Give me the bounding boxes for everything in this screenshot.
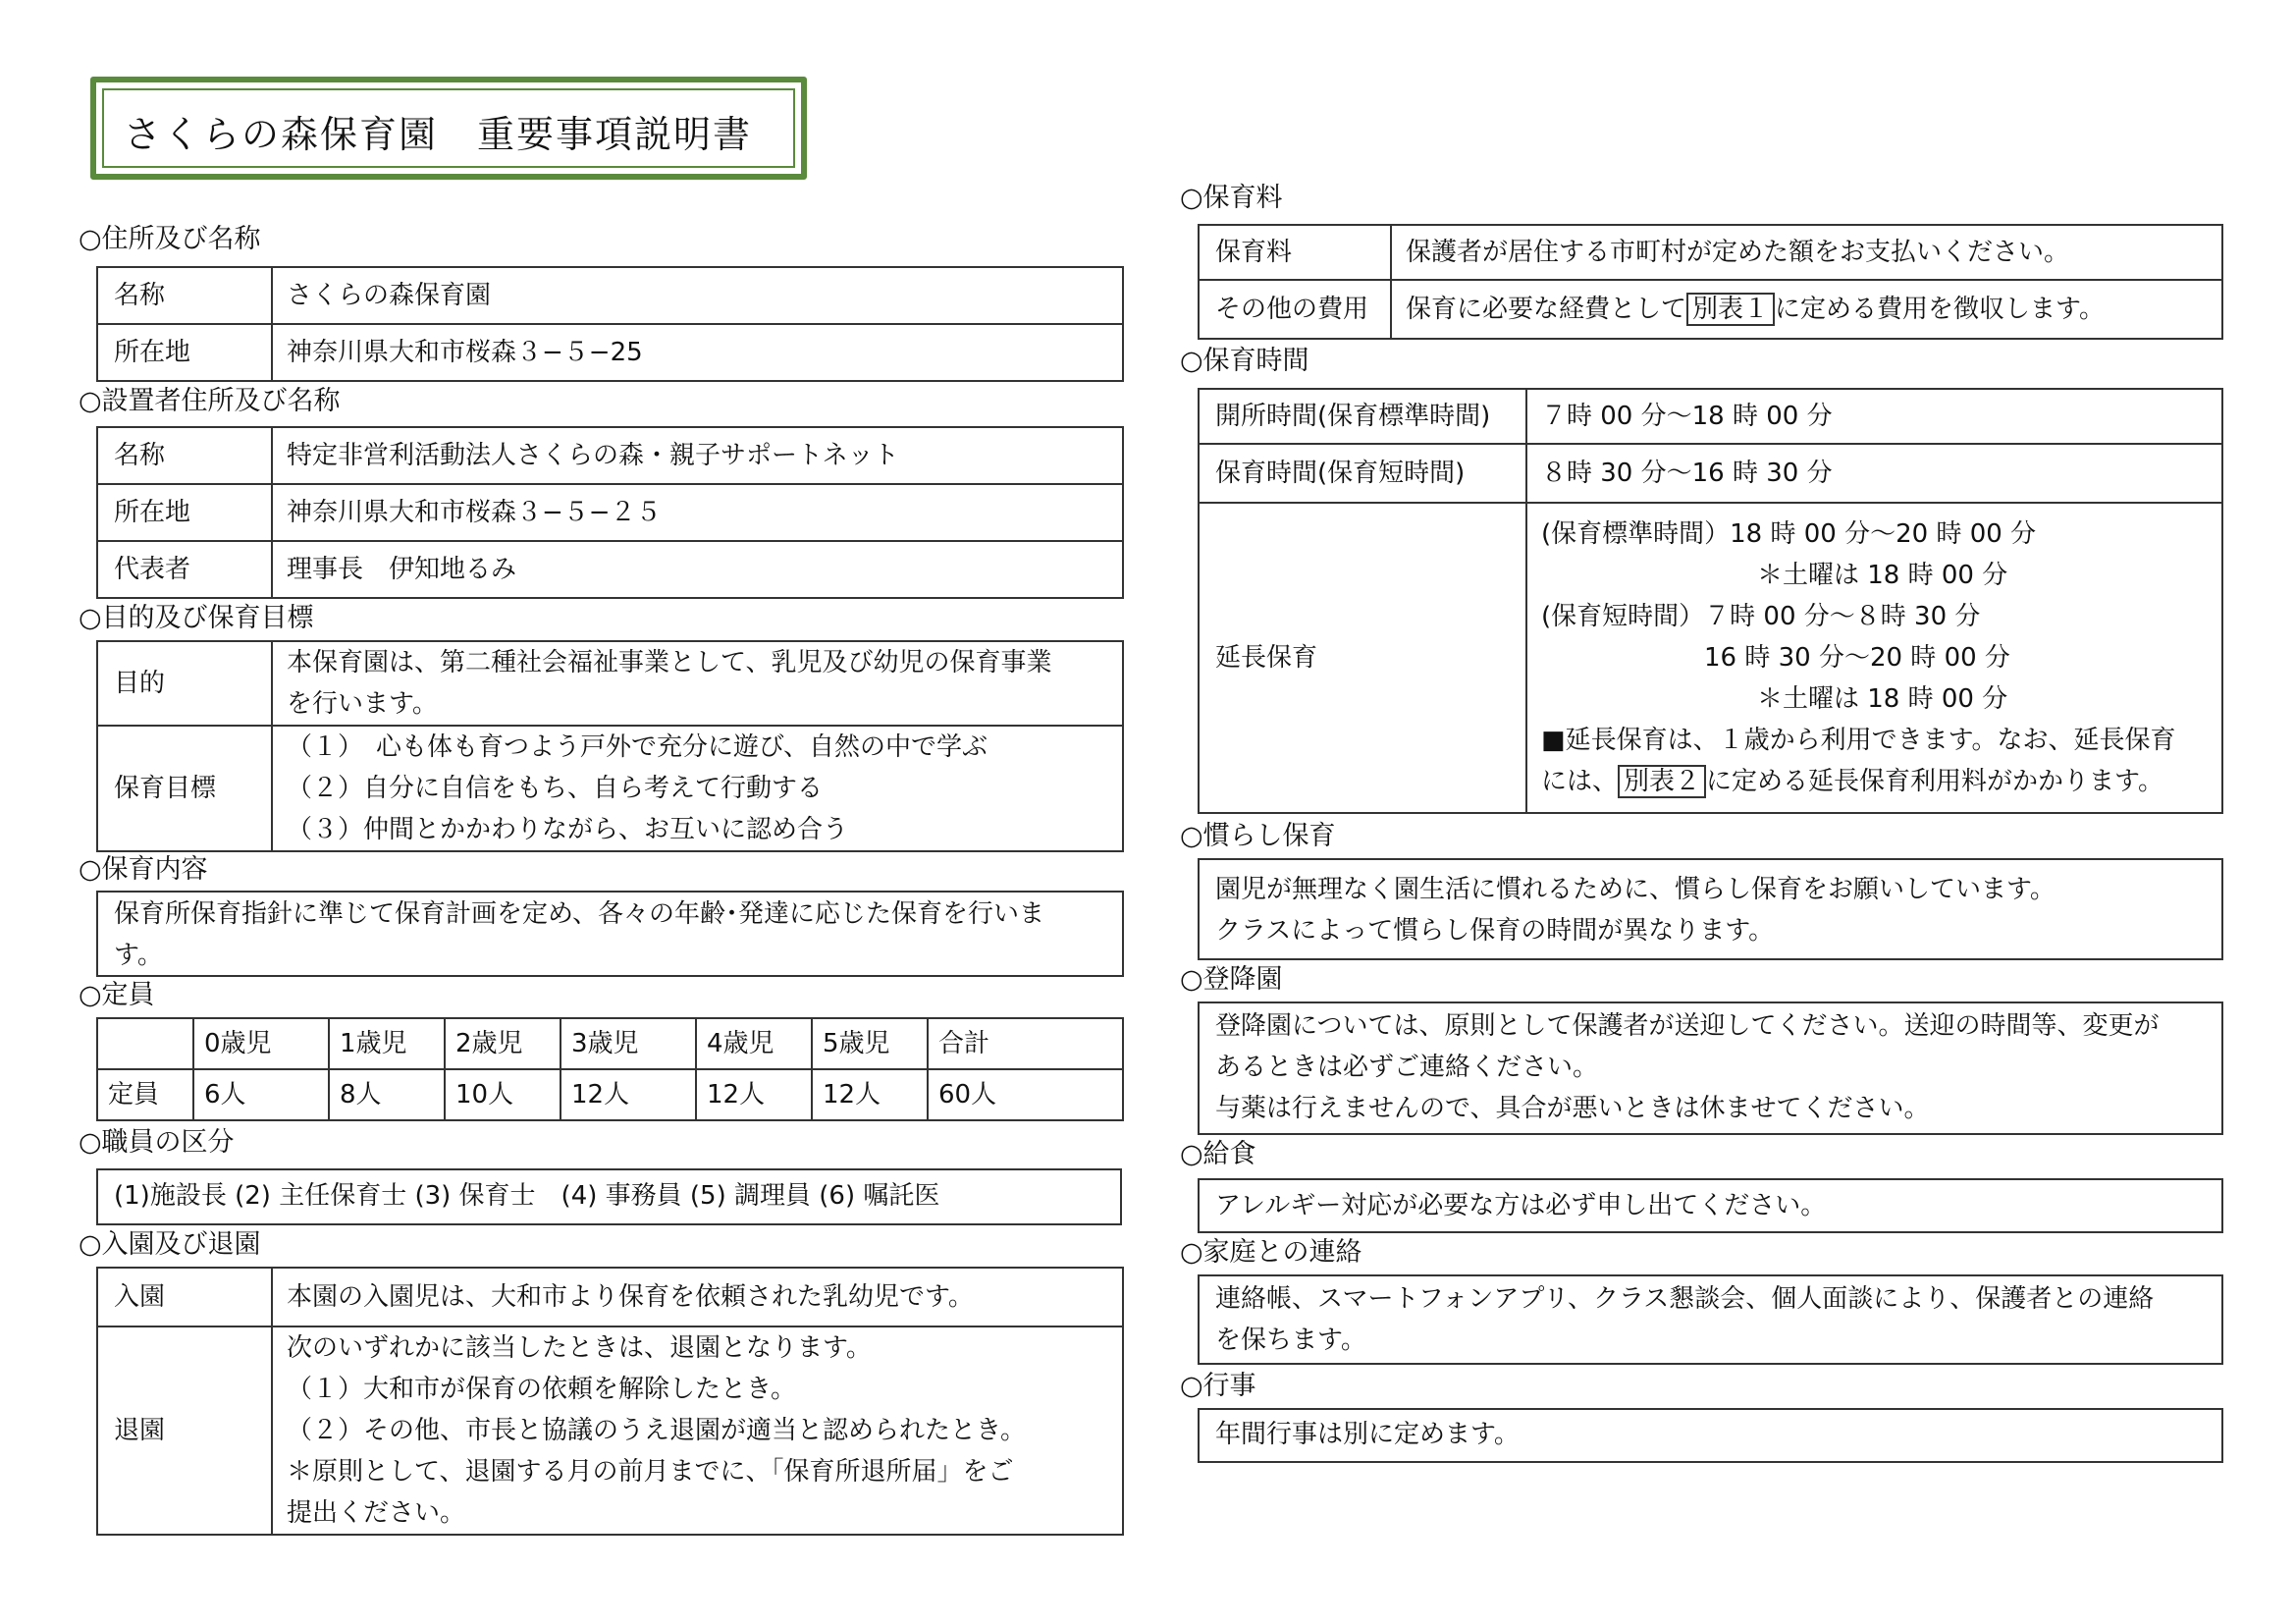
section-heading-content: ○保育内容 bbox=[79, 854, 208, 885]
capacity-header: 3歳児 bbox=[561, 1018, 696, 1069]
address-name-key: 名称 bbox=[97, 267, 272, 324]
admission-enter-key: 入園 bbox=[97, 1268, 272, 1326]
founder-name-key: 名称 bbox=[97, 427, 272, 484]
family-line: を保ちます。 bbox=[1215, 1326, 1366, 1355]
ext-line: 16 時 30 分～20 時 00 分 bbox=[1704, 643, 2010, 673]
table-row bbox=[97, 641, 1123, 726]
events-text: 年間行事は別に定めます。 bbox=[1215, 1420, 1520, 1449]
title-frame bbox=[90, 77, 807, 180]
section-heading-events: ○行事 bbox=[1180, 1371, 1256, 1401]
commute-line: 与薬は行えませんので、具合が悪いときは休ませてください。 bbox=[1215, 1094, 1930, 1123]
content-line: す。 bbox=[114, 941, 163, 970]
commute-box bbox=[1198, 1001, 2223, 1135]
ext-last-post: に定める延長保育利用料がかかります。 bbox=[1706, 767, 2163, 796]
document-title: さくらの森保育園 重要事項説明書 bbox=[124, 113, 753, 156]
ext-line: (保育標準時間）18 時 00 分～20 時 00 分 bbox=[1541, 519, 2037, 549]
other-fee-key: その他の費用 bbox=[1199, 280, 1391, 339]
content-box bbox=[96, 891, 1124, 977]
open-hours-key: 開所時間(保育標準時間) bbox=[1199, 389, 1526, 444]
table-row bbox=[97, 267, 1123, 324]
open-hours-value: ７時 00 分～18 時 00 分 bbox=[1526, 389, 2222, 444]
table-row bbox=[1199, 503, 2222, 813]
section-heading-address: ○住所及び名称 bbox=[79, 224, 261, 254]
founder-rep-key: 代表者 bbox=[97, 541, 272, 598]
capacity-value: 10人 bbox=[445, 1069, 561, 1120]
admission-enter-value: 本園の入園児は、大和市より保育を依頼された乳幼児です。 bbox=[272, 1268, 1123, 1326]
capacity-value: 60人 bbox=[928, 1069, 1123, 1120]
ext-last-pre: には、 bbox=[1541, 767, 1619, 796]
table-row bbox=[1199, 225, 2222, 280]
address-location-value: 神奈川県大和市桜森３−５−25 bbox=[272, 324, 1123, 381]
family-line: 連絡帳、スマートフォンアプリ、クラス懇談会、個人面談により、保護者との連絡 bbox=[1215, 1284, 2155, 1314]
short-hours-key: 保育時間(保育短時間) bbox=[1199, 444, 1526, 503]
fee-value: 保護者が居住する市町村が定めた額をお支払いください。 bbox=[1391, 225, 2222, 280]
leave-line: 次のいずれかに該当したときは、退園となります。 bbox=[287, 1333, 872, 1363]
address-name-value: さくらの森保育園 bbox=[272, 267, 1123, 324]
leave-line: （１）大和市が保育の依頼を解除したとき。 bbox=[287, 1375, 796, 1404]
section-heading-founder: ○設置者住所及び名称 bbox=[79, 386, 341, 416]
capacity-row-label: 定員 bbox=[97, 1069, 193, 1120]
adapt-line: クラスによって慣らし保育の時間が異なります。 bbox=[1215, 916, 1775, 946]
capacity-table bbox=[96, 1017, 1124, 1121]
table-row bbox=[1199, 389, 2222, 444]
address-table bbox=[96, 266, 1124, 382]
address-location-key: 所在地 bbox=[97, 324, 272, 381]
leave-line: （２）その他、市長と協議のうえ退園が適当と認められたとき。 bbox=[287, 1416, 1026, 1445]
fee-table bbox=[1198, 224, 2223, 340]
leave-line: ＊原則として、退園する月の前月までに、「保育所退所届」をご bbox=[287, 1457, 1014, 1487]
purpose-line: を行います。 bbox=[287, 689, 438, 719]
other-fee-post: に定める費用を徴収します。 bbox=[1775, 295, 2105, 324]
capacity-header: 0歳児 bbox=[193, 1018, 329, 1069]
table-row bbox=[1199, 444, 2222, 503]
purpose-table bbox=[96, 640, 1124, 852]
founder-location-key: 所在地 bbox=[97, 484, 272, 541]
section-heading-hours: ○保育時間 bbox=[1180, 346, 1309, 376]
purpose-line: 本保育園は、第二種社会福祉事業として、乳児及び幼児の保育事業 bbox=[287, 648, 1052, 677]
staff-text: (1)施設長 (2) 主任保育士 (3) 保育士 (4) 事務員 (5) 調理員 (6) 嘱託医 bbox=[114, 1181, 940, 1211]
section-heading-fee: ○保育料 bbox=[1180, 183, 1283, 213]
events-box bbox=[1198, 1408, 2223, 1463]
goal-key: 保育目標 bbox=[97, 726, 272, 851]
capacity-header: 合計 bbox=[928, 1018, 1123, 1069]
section-heading-adapt: ○慣らし保育 bbox=[1180, 821, 1336, 851]
table-row bbox=[97, 1018, 1123, 1069]
capacity-value: 8人 bbox=[329, 1069, 445, 1120]
ext-line: ■延長保育は、１歳から利用できます。なお、延長保育 bbox=[1541, 726, 2176, 755]
table-row bbox=[97, 1268, 1123, 1326]
table-row bbox=[97, 726, 1123, 851]
meal-text: アレルギー対応が必要な方は必ず申し出てください。 bbox=[1215, 1191, 1827, 1220]
table-row bbox=[97, 1069, 1123, 1120]
goal-line: （１） 心も体も育つよう戸外で充分に遊び、自然の中で学ぶ bbox=[287, 732, 988, 762]
commute-line: あるときは必ずご連絡ください。 bbox=[1215, 1053, 1599, 1082]
capacity-header: 5歳児 bbox=[812, 1018, 928, 1069]
goal-line: （３）仲間とかかわりながら、お互いに認め合う bbox=[287, 815, 849, 844]
capacity-header: 1歳児 bbox=[329, 1018, 445, 1069]
admission-leave-key: 退園 bbox=[97, 1326, 272, 1535]
adapt-line: 園児が無理なく園生活に慣れるために、慣らし保育をお願いしています。 bbox=[1215, 875, 2056, 904]
section-heading-purpose: ○目的及び保育目標 bbox=[79, 603, 314, 633]
ext-line-last bbox=[1541, 761, 2208, 802]
table-row bbox=[97, 541, 1123, 598]
founder-name-value: 特定非営利活動法人さくらの森・親子サポートネット bbox=[272, 427, 1123, 484]
table-row bbox=[1199, 280, 2222, 339]
section-heading-capacity: ○定員 bbox=[79, 980, 155, 1010]
appendix-1-ref: 別表１ bbox=[1686, 293, 1775, 326]
appendix-2-ref: 別表２ bbox=[1618, 765, 1706, 798]
table-row bbox=[97, 324, 1123, 381]
ext-line: ＊土曜は 18 時 00 分 bbox=[1757, 684, 2008, 714]
meal-box bbox=[1198, 1178, 2223, 1233]
goal-line: （２）自分に自信をもち、自ら考えて行動する bbox=[287, 774, 824, 803]
ext-line: (保育短時間）７時 00 分～８時 30 分 bbox=[1541, 602, 1981, 631]
capacity-value: 12人 bbox=[561, 1069, 696, 1120]
founder-table bbox=[96, 426, 1124, 599]
founder-rep-value: 理事長 伊知地るみ bbox=[272, 541, 1123, 598]
table-row bbox=[97, 484, 1123, 541]
section-heading-family: ○家庭との連絡 bbox=[1180, 1237, 1362, 1268]
staff-box bbox=[96, 1168, 1122, 1225]
admission-table bbox=[96, 1267, 1124, 1536]
other-fee-pre: 保育に必要な経費として bbox=[1406, 295, 1687, 324]
purpose-key: 目的 bbox=[97, 641, 272, 726]
other-fee-value bbox=[1391, 280, 2222, 339]
section-heading-commute: ○登降園 bbox=[1180, 964, 1283, 995]
leave-line: 提出ください。 bbox=[287, 1498, 466, 1528]
capacity-value: 12人 bbox=[812, 1069, 928, 1120]
founder-location-value: 神奈川県大和市桜森３−５−２５ bbox=[272, 484, 1123, 541]
extended-care-key: 延長保育 bbox=[1199, 503, 1526, 813]
table-row bbox=[97, 427, 1123, 484]
commute-line: 登降園については、原則として保護者が送迎してください。送迎の時間等、変更が bbox=[1215, 1011, 2160, 1041]
section-heading-staff: ○職員の区分 bbox=[79, 1127, 235, 1158]
short-hours-value: ８時 30 分～16 時 30 分 bbox=[1526, 444, 2222, 503]
capacity-header: 2歳児 bbox=[445, 1018, 561, 1069]
capacity-value: 12人 bbox=[696, 1069, 812, 1120]
hours-table bbox=[1198, 388, 2223, 814]
content-line: 保育所保育指針に準じて保育計画を定め、各々の年齢･発達に応じた保育を行いま bbox=[114, 899, 1044, 929]
fee-key: 保育料 bbox=[1199, 225, 1391, 280]
family-box bbox=[1198, 1274, 2223, 1365]
capacity-value: 6人 bbox=[193, 1069, 329, 1120]
adapt-box bbox=[1198, 858, 2223, 960]
section-heading-meal: ○給食 bbox=[1180, 1139, 1256, 1169]
ext-line: ＊土曜は 18 時 00 分 bbox=[1757, 561, 2008, 590]
section-heading-admission: ○入園及び退園 bbox=[79, 1229, 261, 1260]
table-row bbox=[97, 1326, 1123, 1535]
capacity-header: 4歳児 bbox=[696, 1018, 812, 1069]
